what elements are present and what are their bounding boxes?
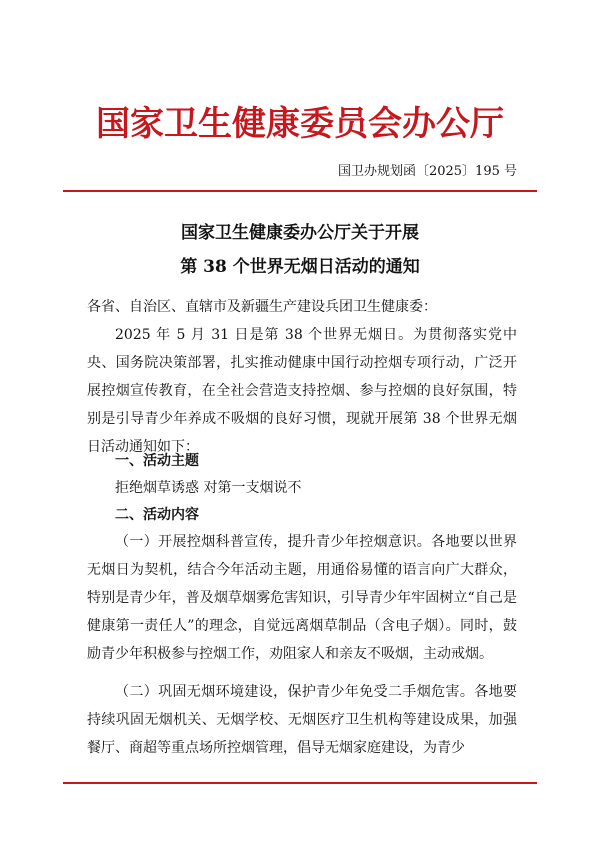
red-header-rule (63, 190, 537, 192)
intro-paragraph: 2025 年 5 月 31 日是第 38 个世界无烟日。为贯彻落实党中央、国务院决策部署，扎实推动健康中国行动控烟专项行动，广泛开展控烟宣传教育，在全社会营造支持控烟、参与控烟的良好氛围，特别是引导青少年养成不吸烟的良好习惯，现就开展第 38 个世界无烟日活动通知如下： (87, 327, 517, 455)
issuing-organization-header: 国家卫生健康委员会办公厅 (96, 104, 504, 144)
activity-theme: 拒绝烟草诱惑 对第一支烟说不 (115, 480, 302, 496)
document-title-line-2: 第 38 个世界无烟日活动的通知 (180, 257, 420, 277)
red-footer-rule (63, 782, 537, 784)
document-title-line-1: 国家卫生健康委办公厅关于开展 (181, 223, 419, 243)
document-number: 国卫办规划函〔2025〕195 号 (337, 164, 517, 179)
section-heading-content: 二、活动内容 (115, 507, 199, 523)
salutation: 各省、自治区、直辖市及新疆生产建设兵团卫生健康委： (87, 299, 437, 315)
section-heading-theme: 一、活动主题 (115, 453, 199, 469)
content-item-1: （一）开展控烟科普宣传，提升青少年控烟意识。各地要以世界无烟日为契机，结合今年活动主题，用通俗易懂的语言向广大群众，特别是青少年，普及烟草烟雾危害知识，引导青少年牢固树立“自己是健康第一责任人”的理念，自觉远离烟草制品（含电子烟）。同时，鼓励青少年积极参与控烟工作，劝阻家人和亲友不吸烟，主动戒烟。 (87, 534, 517, 662)
content-item-2: （二）巩固无烟环境建设，保护青少年免受二手烟危害。各地要持续巩固无烟机关、无烟学校、无烟医疗卫生机构等建设成果，加强餐厅、商超等重点场所控烟管理，倡导无烟家庭建设，为青少 (87, 684, 517, 756)
